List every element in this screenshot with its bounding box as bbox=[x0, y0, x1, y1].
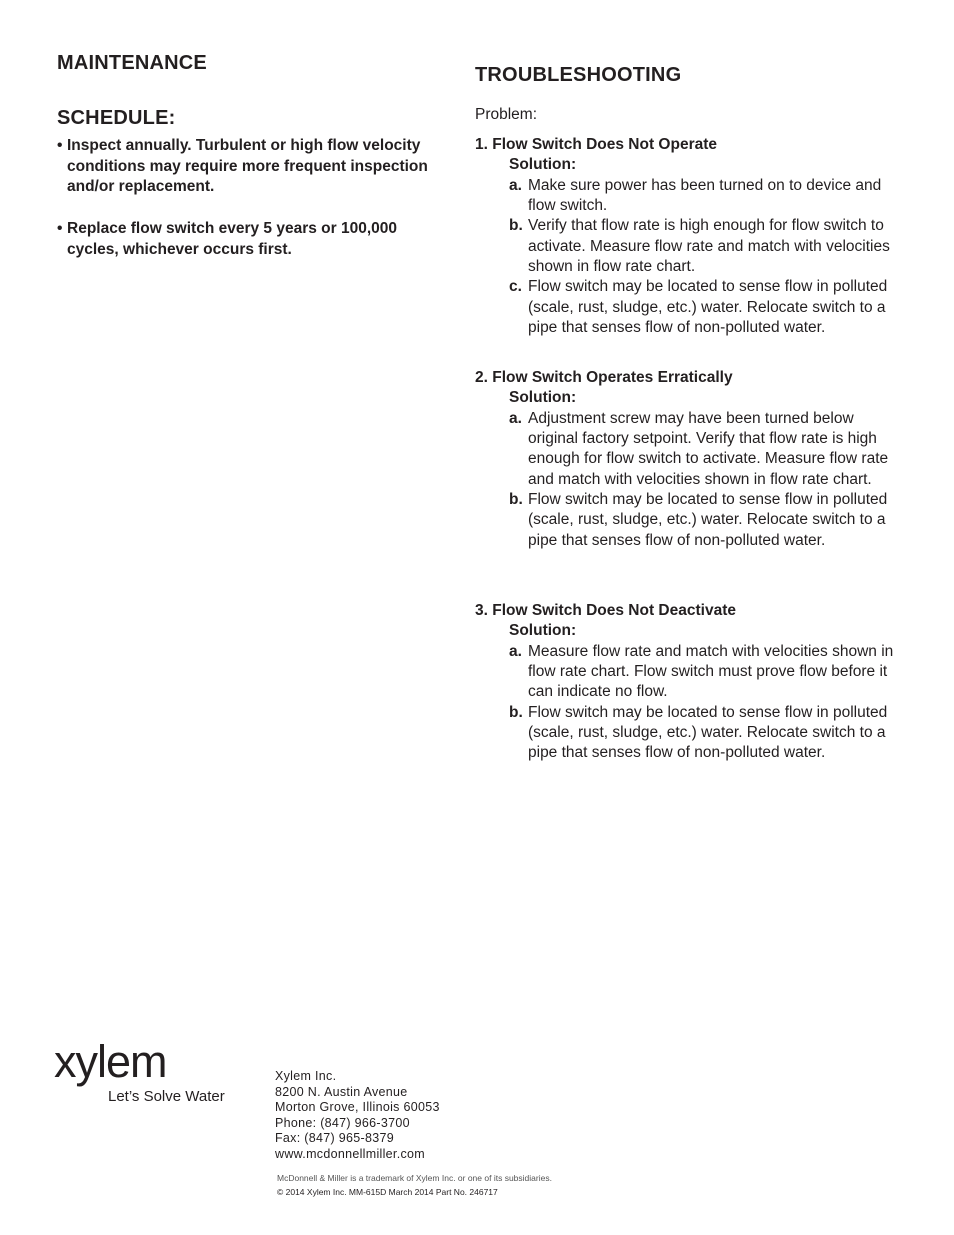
item-letter: c. bbox=[509, 278, 522, 296]
item-letter: a. bbox=[509, 642, 522, 660]
problem-block bbox=[475, 601, 895, 764]
item-text: Flow switch may be located to sense flow in polluted (scale, rust, sludge, etc.) water. Relocate switch to a pipe that senses flow of non-polluted water. bbox=[528, 703, 888, 762]
maintenance-bullet bbox=[57, 136, 432, 198]
fax-number: Fax: (847) 965-8379 bbox=[275, 1131, 394, 1145]
address-block bbox=[275, 1069, 440, 1162]
solution-item bbox=[509, 216, 895, 277]
item-text: Flow switch may be located to sense flow in polluted (scale, rust, sludge, etc.) water. Relocate switch to a pipe that senses flow of non-polluted water. bbox=[528, 278, 888, 336]
solution-item bbox=[509, 277, 895, 338]
copyright-notice: © 2014 Xylem Inc. MM-615D March 2014 Part No. 246717 bbox=[277, 1187, 498, 1197]
solution-label: Solution: bbox=[509, 622, 577, 640]
street-address: 8200 N. Austin Avenue bbox=[275, 1084, 408, 1099]
xylem-logo: xylem bbox=[54, 1036, 167, 1087]
company-name: Xylem Inc. bbox=[275, 1069, 337, 1083]
problem-title: 3. Flow Switch Does Not Deactivate bbox=[475, 602, 736, 619]
maintenance-bullet bbox=[57, 219, 432, 260]
solution-item bbox=[509, 409, 895, 490]
solution-item bbox=[509, 642, 895, 703]
solution-item bbox=[509, 490, 895, 551]
city-address: Morton Grove, Illinois 60053 bbox=[275, 1100, 440, 1114]
website-link[interactable]: www.mcdonnellmiller.com bbox=[275, 1146, 425, 1161]
solution-item bbox=[509, 176, 895, 217]
bullet-dot: • bbox=[57, 220, 63, 237]
item-letter: b. bbox=[509, 491, 523, 508]
item-text: Measure flow rate and match with velocities shown in flow rate chart. Flow switch must prove flow before it can indicate no flow. bbox=[528, 642, 894, 701]
item-letter: a. bbox=[509, 176, 522, 194]
problem-block bbox=[475, 135, 895, 338]
problem-title: 1. Flow Switch Does Not Operate bbox=[475, 136, 718, 153]
schedule-heading: SCHEDULE: bbox=[57, 107, 176, 129]
problem-block bbox=[475, 368, 895, 551]
solution-item bbox=[509, 703, 895, 764]
bullet-text: Inspect annually. Turbulent or high flow velocity conditions may require more frequent inspection and/or replacement. bbox=[67, 137, 428, 195]
solution-label: Solution: bbox=[509, 389, 577, 407]
item-text: Adjustment screw may have been turned below original factory setpoint. Verify that flow rate is high enough for flow switch to activate. Measure flow rate and match with velocities shown in flow rate chart. bbox=[528, 409, 889, 488]
item-text: Verify that flow rate is high enough for flow switch to activate. Measure flow rate and match with velocities shown in flow rate chart. bbox=[528, 217, 890, 275]
bullet-text: Replace flow switch every 5 years or 100,000 cycles, whichever occurs first. bbox=[67, 220, 397, 258]
logo-tagline: Let’s Solve Water bbox=[108, 1088, 225, 1105]
phone-number: Phone: (847) 966-3700 bbox=[275, 1115, 410, 1130]
solution-label: Solution: bbox=[509, 156, 577, 174]
problem-title: 2. Flow Switch Operates Erratically bbox=[475, 369, 733, 386]
item-letter: b. bbox=[509, 703, 523, 721]
item-text: Flow switch may be located to sense flow in polluted (scale, rust, sludge, etc.) water. Relocate switch to a pipe that senses flow of non-polluted water. bbox=[528, 491, 888, 549]
problem-label: Problem: bbox=[475, 106, 538, 123]
troubleshooting-heading: TROUBLESHOOTING bbox=[475, 64, 682, 86]
item-letter: a. bbox=[509, 409, 522, 427]
item-letter: b. bbox=[509, 217, 523, 235]
maintenance-heading: MAINTENANCE bbox=[57, 52, 207, 74]
trademark-notice: McDonnell & Miller is a trademark of Xylem Inc. or one of its subsidiaries. bbox=[277, 1173, 552, 1183]
bullet-dot: • bbox=[57, 137, 63, 154]
item-text: Make sure power has been turned on to device and flow switch. bbox=[528, 176, 882, 215]
